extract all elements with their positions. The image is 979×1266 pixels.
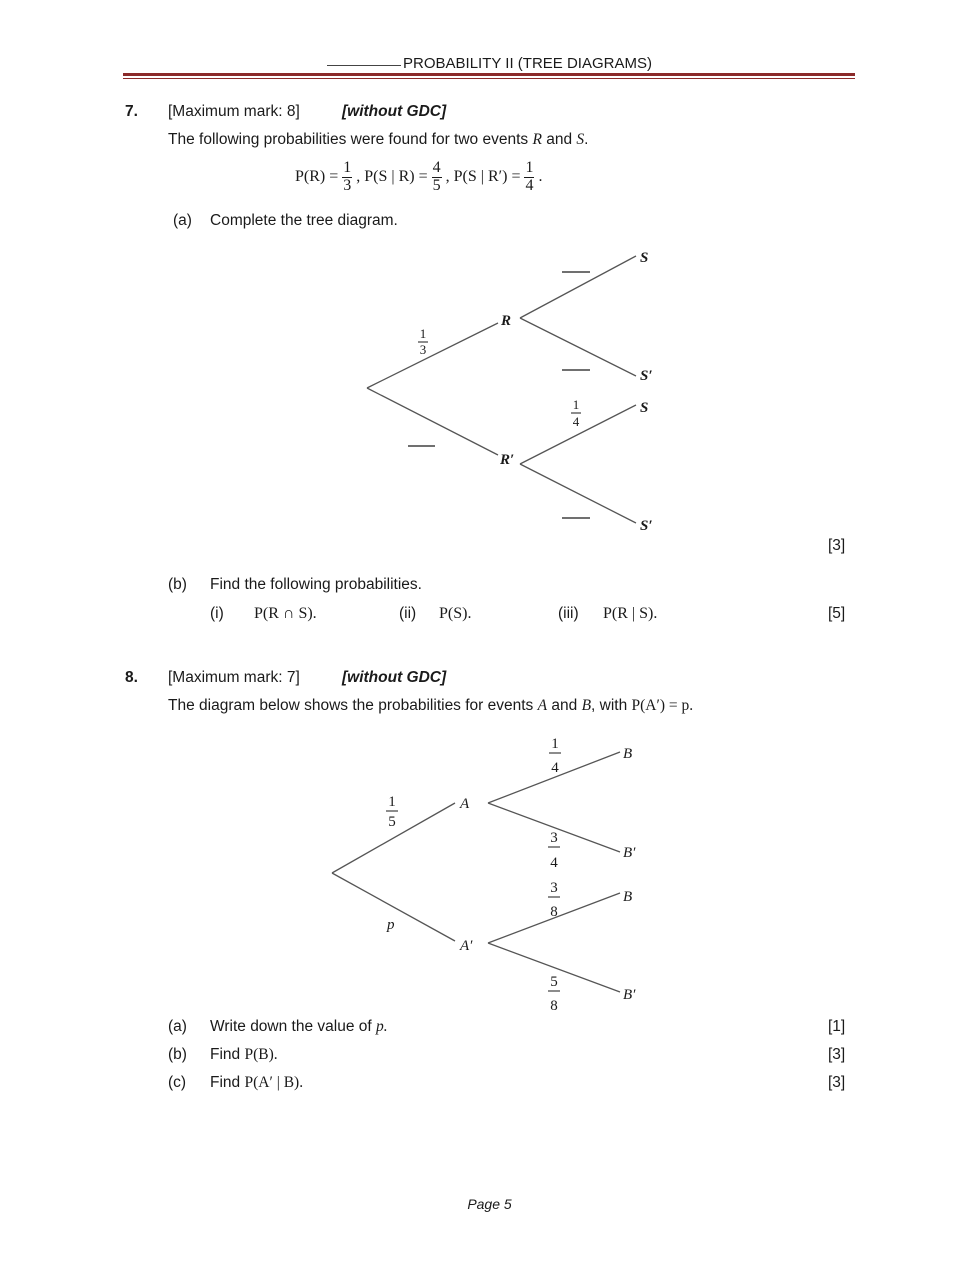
q7-max-mark: [Maximum mark: 8] — [168, 103, 300, 120]
q8c-expr: P(A′ | B). — [244, 1074, 304, 1091]
page-header — [0, 55, 979, 72]
q8c-text — [210, 1074, 303, 1092]
q7b-iii-label: (iii) — [558, 605, 579, 622]
q8-intro-pre: The diagram below shows the probabilities for events — [168, 697, 538, 714]
q8-prob-a-den: 5 — [388, 814, 396, 830]
q8-prob-a-b-den: 4 — [551, 760, 559, 776]
q8c-label: (c) — [168, 1074, 187, 1091]
q8-number: 8. — [125, 669, 138, 686]
q7-prob-r-num: 1 — [419, 326, 427, 341]
q7-branch-r — [367, 323, 498, 388]
q7-intro — [168, 131, 588, 149]
q7-given-p3-num: 1 — [525, 159, 534, 176]
q8-max-mark: [Maximum mark: 7] — [168, 669, 300, 686]
q7-intro-and: and — [541, 131, 577, 148]
q7-node-s-top: S — [640, 250, 649, 266]
q7-event-r: R — [532, 131, 542, 148]
q7a-marks: [3] — [828, 537, 846, 554]
q8-prob-ap-b-den: 8 — [550, 904, 558, 920]
q7-event-s: S — [576, 131, 585, 148]
q8-intro — [168, 697, 693, 715]
q7b-ii-expr: P(S). — [439, 605, 472, 622]
q8a-text-main: Write down the value of — [210, 1018, 376, 1035]
q7-node-r: R — [501, 313, 512, 329]
q8a-marks: [1] — [828, 1018, 846, 1035]
q7-node-sp-top: S′ — [640, 368, 653, 384]
q8-prob-a-bp-num: 3 — [550, 830, 558, 846]
q8-gdc: [without GDC] — [342, 669, 447, 686]
q8-event-a: A — [537, 697, 548, 714]
q7-given-p2-fraction — [432, 160, 442, 195]
q7b-ii-label: (ii) — [399, 605, 417, 622]
q8c-text-main: Find — [210, 1074, 245, 1091]
q7-branch-rp — [367, 388, 498, 455]
q7a-text: Complete the tree diagram. — [210, 212, 398, 229]
q7-node-sp-bottom: S′ — [640, 518, 653, 534]
q7-given-p3-fraction — [524, 160, 534, 195]
q7-given-end: . — [538, 167, 543, 185]
q8-node-a: A — [460, 796, 470, 812]
q7-prob-rp-s-num: 1 — [572, 397, 580, 412]
q8c-marks: [3] — [828, 1074, 846, 1091]
q7-gdc: [without GDC] — [342, 103, 447, 120]
page-number: Page 5 — [467, 1196, 512, 1212]
q8-node-ap: A′ — [460, 938, 473, 954]
q7-given-probabilities — [295, 160, 542, 195]
q7-intro-pre: The following probabilities were found for two events — [168, 131, 533, 148]
q7-node-s-bottom: S — [640, 400, 649, 416]
q8-prob-ap: p — [387, 917, 395, 933]
q8a-text — [210, 1018, 388, 1036]
q8-prob-a-bp-den: 4 — [550, 855, 558, 871]
q8-intro-and: and — [547, 697, 582, 714]
q7b-i-label: (i) — [210, 605, 224, 622]
q8-prob-a-num: 1 — [388, 794, 396, 810]
q8a-expr: p. — [376, 1018, 388, 1035]
q8-prob-ap-bp-num: 5 — [550, 974, 558, 990]
q8b-marks: [3] — [828, 1046, 846, 1063]
header-rule-thick — [123, 73, 855, 76]
q7a-label: (a) — [173, 212, 192, 229]
header-rule-thin — [123, 78, 855, 79]
q7-number: 7. — [125, 103, 138, 120]
q8a-label: (a) — [168, 1018, 187, 1035]
q7-given-p2-den: 5 — [432, 176, 441, 194]
q7-prob-rp-s-den: 4 — [572, 414, 580, 429]
q8b-label: (b) — [168, 1046, 187, 1063]
q7-tree-diagram — [340, 240, 680, 540]
q7-branch-r-s — [520, 256, 636, 318]
q7-branch-r-sp — [520, 318, 636, 376]
q7-given-p2-num: 4 — [432, 159, 441, 176]
q7b-marks: [5] — [828, 605, 846, 622]
q7-given-p3-label: , P(S | R′) = — [445, 167, 521, 185]
q7b-iii-expr: P(R | S). — [603, 605, 658, 622]
q7-node-rp: R′ — [500, 452, 515, 468]
q7-given-p1-fraction — [342, 160, 352, 195]
q8-prob-ap-bp-den: 8 — [550, 998, 558, 1014]
q7-given-p1-label: P(R) = — [295, 167, 339, 185]
q8b-text-main: Find — [210, 1046, 245, 1063]
q8-event-b: B — [581, 697, 592, 714]
q8-intro-with: , with — [591, 697, 632, 714]
q8-node-b-top: B — [623, 746, 633, 762]
header-title: PROBABILITY II (TREE DIAGRAMS) — [403, 55, 652, 72]
q8-prob-a-b-num: 1 — [551, 736, 559, 752]
q8-node-bp-top: B′ — [623, 845, 636, 861]
q8b-text — [210, 1046, 278, 1064]
q7-intro-end: . — [584, 131, 589, 148]
q8-tree-diagram — [310, 728, 670, 1018]
q7-given-p1-num: 1 — [343, 159, 352, 176]
q7-given-p2-label: , P(S | R) = — [356, 167, 428, 185]
q7b-label: (b) — [168, 576, 187, 593]
q7-given-p3-den: 4 — [525, 176, 534, 194]
q8-intro-expr: P(A′) = p. — [631, 697, 694, 714]
q8-node-bp-bottom: B′ — [623, 987, 636, 1003]
q8-node-b-bottom: B — [623, 889, 633, 905]
header-prefix-smudge — [327, 59, 401, 66]
q7-branch-rp-sp — [520, 464, 636, 523]
q7b-text: Find the following probabilities. — [210, 576, 422, 593]
q7-given-p1-den: 3 — [343, 176, 352, 194]
q8-prob-ap-b-num: 3 — [550, 880, 558, 896]
q8b-expr: P(B). — [244, 1046, 278, 1063]
q7b-i-expr: P(R ∩ S). — [254, 605, 317, 622]
q7-prob-r-den: 3 — [419, 342, 427, 357]
